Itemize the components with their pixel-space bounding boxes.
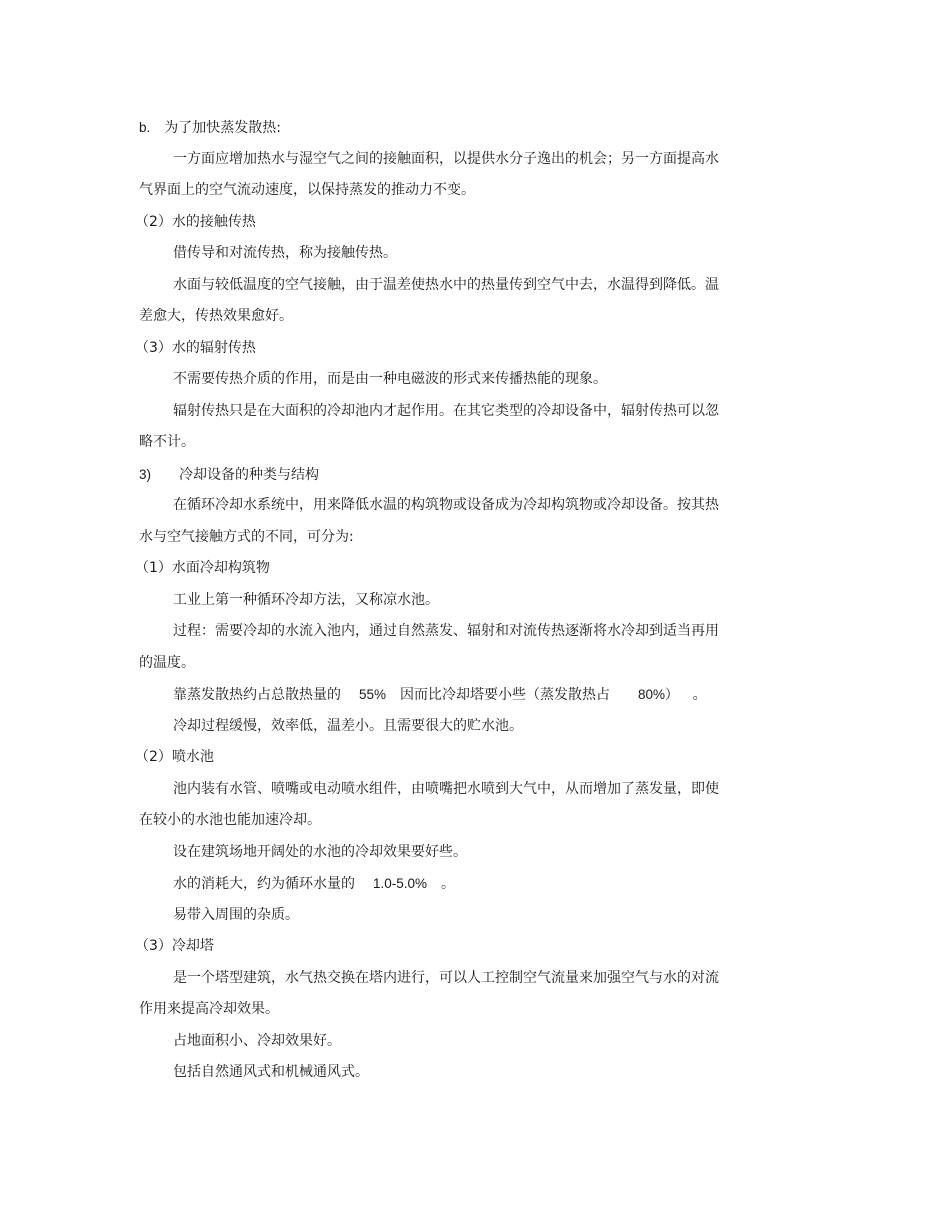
paragraph-line: 的温度。 [139, 654, 195, 671]
section-heading: （3）水的辐射传热 [135, 339, 256, 356]
document-page [135, 112, 741, 1089]
paragraph-line: 一方面应增加热水与湿空气之间的接触面积，以提供水分子逸出的机会；另一方面提高水 [173, 150, 719, 167]
paragraph-line: 水与空气接触方式的不同，可分为: [139, 528, 354, 545]
paragraph-line: 水面与较低温度的空气接触，由于温差使热水中的热量传到空气中去，水温得到降低。温 [173, 276, 719, 293]
paragraph-line: 设在建筑场地开阔处的水池的冷却效果要好些。 [173, 843, 467, 860]
paragraph-line: 水的消耗大，约为循环水量的 1.0-5.0% 。 [173, 876, 456, 892]
paragraph-line: 易带入周围的杂质。 [173, 906, 299, 923]
paragraph-line: 在循环冷却水系统中，用来降低水温的构筑物或设备成为冷却构筑物或冷却设备。按其热 [173, 497, 719, 513]
paragraph-line: 是一个塔型建筑，水气热交换在塔内进行，可以人工控制空气流量来加强空气与水的对流 [173, 969, 719, 986]
heading-3: 3) 冷却设备的种类与结构 [139, 466, 320, 483]
paragraph-line: 在较小的水池也能加速冷却。 [139, 812, 321, 828]
paragraph-line: 不需要传热介质的作用，而是由一种电磁波的形式来传播热能的现象。 [173, 371, 607, 387]
paragraph-line: 气界面上的空气流动速度，以保持蒸发的推动力不变。 [139, 182, 475, 198]
paragraph-line: 靠蒸发散热约占总散热量的 55% 因而比冷却塔要小些（蒸发散热占 80%） 。 [173, 687, 707, 703]
paragraph-line: 包括自然通风式和机械通风式。 [173, 1064, 369, 1080]
section-heading: （1）水面冷却构筑物 [135, 560, 270, 576]
paragraph-line: 占地面积小、冷却效果好。 [173, 1032, 341, 1049]
paragraph-line: 辐射传热只是在大面积的冷却池内才起作用。在其它类型的冷却设备中，辐射传热可以忽 [173, 402, 719, 419]
paragraph-line: 差愈大，传热效果愈好。 [139, 308, 293, 324]
paragraph-line: 略不计。 [139, 434, 195, 450]
paragraph-line: 过程：需要冷却的水流入池内，通过自然蒸发、辐射和对流传热逐渐将水冷却到适当再用 [173, 623, 719, 639]
paragraph-line: 作用来提高冷却效果。 [139, 1001, 279, 1017]
section-heading: （2）水的接触传热 [135, 213, 256, 230]
paragraph-line: 冷却过程缓慢，效率低，温差小。且需要很大的贮水池。 [173, 717, 523, 734]
section-heading: （2）喷水池 [135, 749, 214, 765]
paragraph-line: 借传导和对流传热，称为接触传热。 [173, 245, 397, 261]
paragraph-line: 池内装有水管、喷嘴或电动喷水组件，由喷嘴把水喷到大气中，从而增加了蒸发量，即使 [173, 780, 719, 797]
paragraph-line: 工业上第一种循环冷却方法，又称凉水池。 [173, 591, 439, 608]
section-heading: （3）冷却塔 [135, 938, 214, 954]
heading-b: b. 为了加快蒸发散热: [139, 120, 281, 136]
